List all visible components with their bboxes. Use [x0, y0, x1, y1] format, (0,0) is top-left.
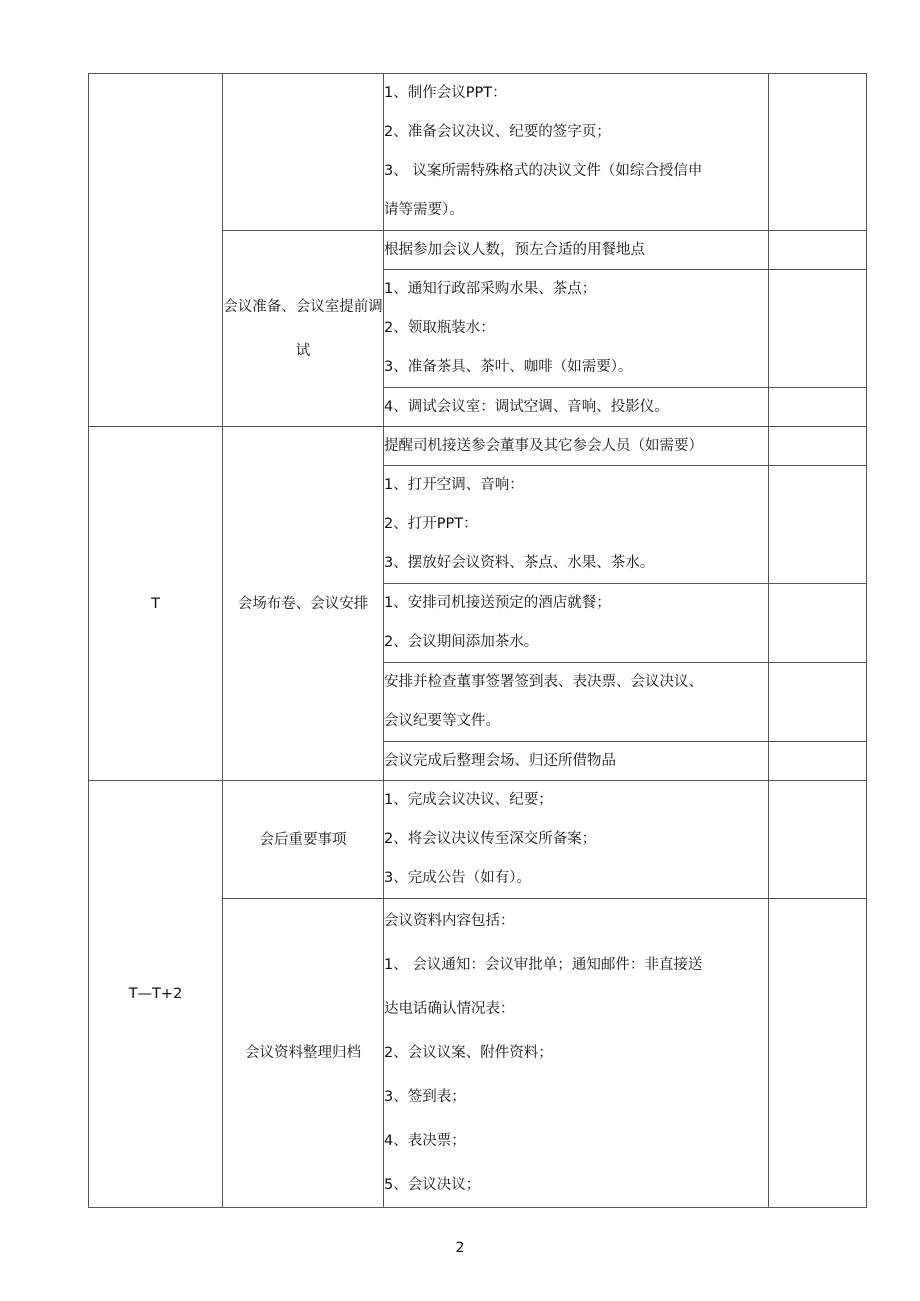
task-line: 会议完成后整理会场、归还所借物品	[384, 753, 616, 769]
task-line: 1、打开空调、音响：	[384, 477, 524, 493]
task-line: 会议纪要等文件。	[384, 713, 500, 729]
task-line: 2、打开PPT：	[384, 516, 478, 532]
task-line: 2、将会议决议传至深交所备案；	[384, 831, 597, 847]
task-line: 4、表决票；	[384, 1133, 466, 1149]
phase-cell	[89, 74, 223, 427]
notes-cell	[769, 270, 867, 388]
item-cell	[223, 74, 384, 231]
page-number: 2	[455, 1240, 465, 1256]
task-cell	[384, 781, 769, 899]
notes-cell	[769, 584, 867, 663]
task-line: 请等需要）。	[384, 202, 464, 218]
item-cell: 会场布卷、会议安排	[223, 427, 384, 781]
table-row	[89, 74, 867, 231]
task-cell	[384, 74, 769, 231]
task-line: 1、完成会议决议、纪要；	[384, 792, 553, 808]
task-line: 3、 议案所需特殊格式的决议文件（如综合授信申	[384, 163, 703, 179]
meeting-schedule-table	[88, 73, 867, 1208]
notes-cell	[769, 466, 867, 584]
task-line: 3、摆放好会议资料、茶点、水果、茶水。	[384, 555, 655, 571]
task-line: 2、会议期间添加茶水。	[384, 634, 539, 650]
notes-cell	[769, 899, 867, 1208]
task-cell	[384, 388, 769, 427]
table-row	[89, 781, 867, 899]
task-cell	[384, 742, 769, 781]
task-line: 1、制作会议PPT：	[384, 85, 507, 101]
notes-cell	[769, 781, 867, 899]
table-row	[89, 427, 867, 466]
task-cell	[384, 270, 769, 388]
task-line: 3、准备茶具、茶叶、咖啡（如需要）。	[384, 359, 633, 375]
task-line: 1、 会议通知：会议审批单；通知邮件：非直接送	[384, 957, 703, 973]
task-line: 2、准备会议决议、纪要的签字页；	[384, 124, 611, 140]
phase-cell: T	[89, 427, 223, 781]
notes-cell	[769, 427, 867, 466]
task-line: 3、签到表；	[384, 1089, 466, 1105]
item-cell: 会议资料整理归档	[223, 899, 384, 1208]
task-cell	[384, 466, 769, 584]
task-line: 达电话确认情况表：	[384, 1001, 515, 1017]
task-cell	[384, 899, 769, 1208]
task-line: 安排并检查董事签署签到表、表决票、会议决议、	[384, 674, 703, 690]
item-cell: 会后重要事项	[223, 781, 384, 899]
notes-cell	[769, 742, 867, 781]
task-cell	[384, 427, 769, 466]
task-line: 3、完成公告（如有）。	[384, 870, 531, 886]
task-line: 2、领取瓶装水：	[384, 320, 495, 336]
task-line: 4、调试会议室：调试空调、音响、投影仪。	[384, 399, 669, 415]
notes-cell	[769, 231, 867, 270]
task-cell	[384, 231, 769, 270]
task-line: 1、安排司机接送预定的酒店就餐；	[384, 595, 611, 611]
task-line: 1、通知行政部采购水果、茶点；	[384, 281, 597, 297]
task-line: 根据参加会议人数，预左合适的用餐地点	[384, 242, 645, 258]
phase-cell: T—T+2	[89, 781, 223, 1208]
item-cell: 会议准备、会议室提前调试	[223, 231, 384, 427]
task-line: 5、会议决议；	[384, 1177, 481, 1193]
notes-cell	[769, 388, 867, 427]
task-cell	[384, 584, 769, 663]
notes-cell	[769, 663, 867, 742]
task-line: 2、会议议案、附件资料；	[384, 1045, 553, 1061]
notes-cell	[769, 74, 867, 231]
task-line: 会议资料内容包括：	[384, 913, 515, 929]
task-cell	[384, 663, 769, 742]
task-line: 提醒司机接送参会董事及其它参会人员（如需要）	[384, 438, 703, 454]
